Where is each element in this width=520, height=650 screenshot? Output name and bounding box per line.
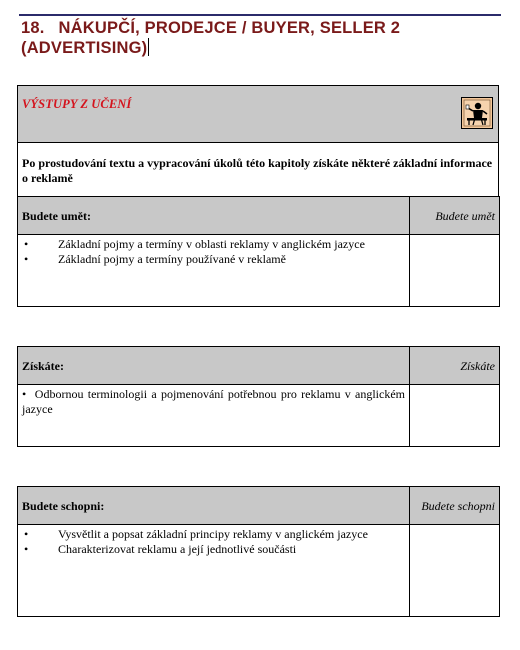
section-side-label: Budete schopni [410,487,500,525]
chapter-title-text: NÁKUPČÍ, PRODEJCE / BUYER, SELLER 2 (ADVERTISING) [21,19,401,57]
section-body [18,525,410,617]
chapter-title [21,19,491,58]
list-item: • Základní pojmy a termíny používané v reklamě [24,252,286,266]
section-title: Budete umět: [18,197,410,235]
list-item: • Charakterizovat reklamu a její jednotlivé součásti [24,542,297,556]
learning-outcomes-header [18,86,499,143]
teacher-at-desk-icon [461,97,493,129]
section-budete-umet [17,196,500,307]
list-item: • Odbornou terminologii a pojmenování potřebnou pro reklamu v anglickém jazyce [22,387,405,416]
section-title: Budete schopni: [18,487,410,525]
list-item: • Základní pojmy a termíny v oblasti reklamy v anglickém jazyce [24,237,365,251]
learning-outcomes-label: VÝSTUPY Z UČENÍ [22,97,132,111]
learning-outcomes-box [17,85,499,197]
section-side-label: Budete umět [410,197,500,235]
chapter-number: 18. [21,19,45,37]
section-side-blank [410,385,500,447]
section-body [18,235,410,307]
section-side-blank [410,525,500,617]
section-body [18,385,410,447]
section-title: Získáte: [18,347,410,385]
learning-outcomes-intro: Po prostudování textu a vypracování úkolů této kapitoly získáte některé základní informace o reklamě [18,143,499,197]
list-item: • Vysvětlit a popsat základní principy reklamy v anglickém jazyce [24,527,368,541]
text-cursor [148,38,149,56]
section-ziskate [17,346,500,447]
section-budete-schopni [17,486,500,617]
section-side-blank [410,235,500,307]
section-side-label: Získáte [410,347,500,385]
top-rule [19,14,501,16]
